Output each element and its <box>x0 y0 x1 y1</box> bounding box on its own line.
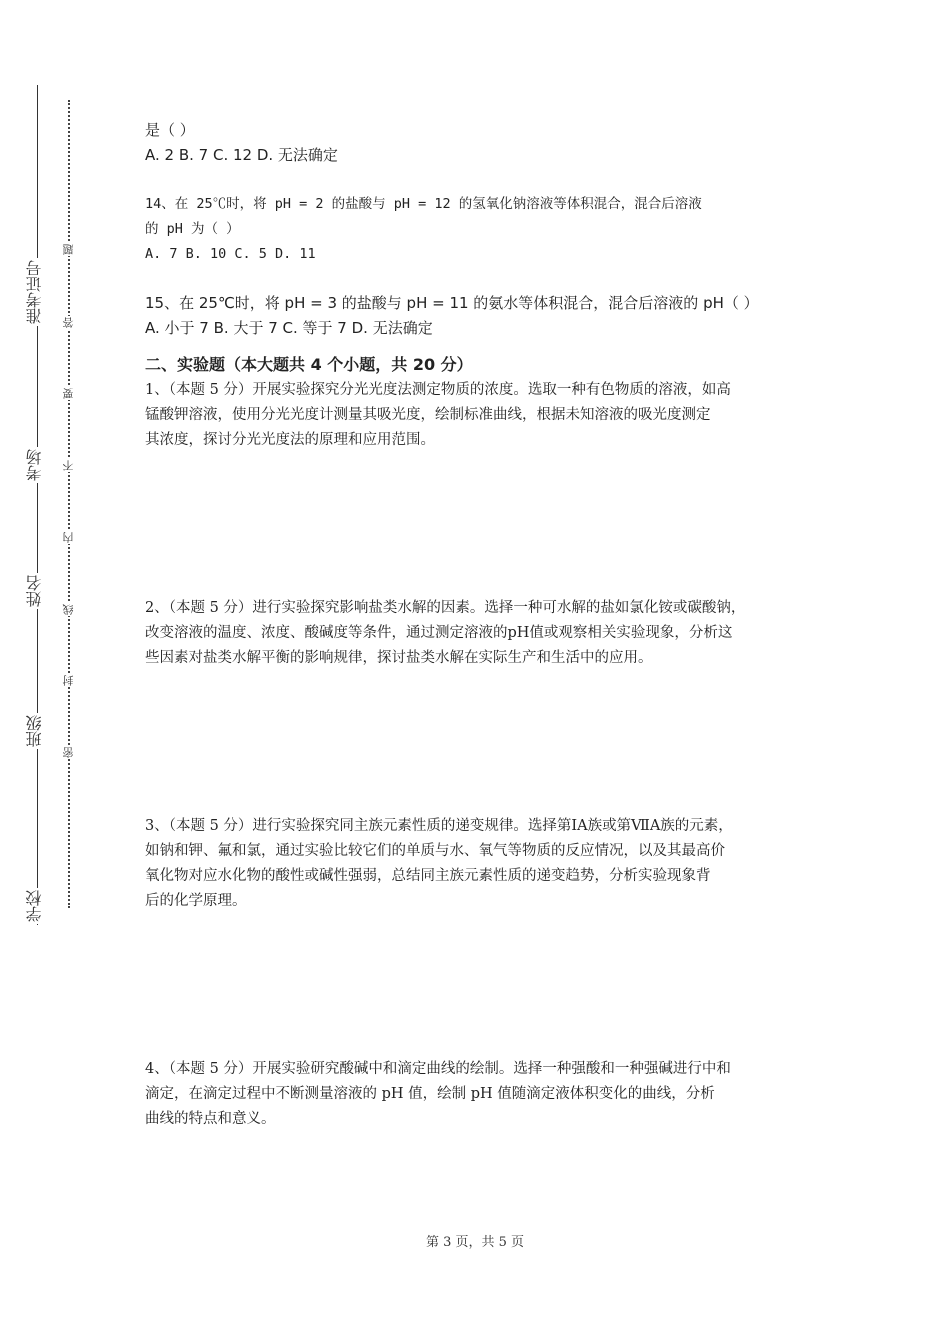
page-content <box>145 118 825 1132</box>
field-class: 班级 <box>25 715 44 747</box>
q14-text: 的 pH 为（ ） <box>145 221 240 237</box>
q13-options: A. 2 B. 7 C. 12 D. 无法确定 <box>145 146 338 164</box>
field-exam-id: 准考证号 <box>25 260 44 324</box>
q14-text: 14、在 25℃时，将 pH = 2 的盐酸与 pH = 12 的氢氧化钠溶液等体积混合，混合后溶液 <box>145 196 702 212</box>
q15-options: A. 小于 7 B. 大于 7 C. 等于 7 D. 无法确定 <box>145 319 433 337</box>
experiment-line: 2、（本题 5 分）进行实验探究影响盐类水解的因素。选择一种可水解的盐如氯化铵或碳酸钠， <box>145 600 746 616</box>
experiment-line: 改变溶液的温度、浓度、酸碱度等条件，通过测定溶液的pH值或观察相关实验现象，分析这 <box>145 625 733 641</box>
binding-margin <box>0 0 110 1344</box>
warning-char: 答 <box>62 317 75 328</box>
q13-tail: 是（ ） <box>145 121 195 139</box>
experiment-line: 1、（本题 5 分）开展实验探究分光光度法测定物质的浓度。选取一种有色物质的溶液，如高 <box>145 382 731 398</box>
field-exam-room: 考场 <box>25 449 44 481</box>
experiment-line: 如钠和钾、氟和氯，通过实验比较它们的单质与水、氧气等物质的反应情况，以及其最高价 <box>145 843 725 859</box>
experiment-line: 氧化物对应水化物的酸性或碱性强弱，总结同主族元素性质的递变趋势，分析实验现象背 <box>145 868 711 884</box>
warning-char: 不 <box>62 460 75 471</box>
warning-char: 题 <box>62 244 75 255</box>
answer-space <box>145 671 825 814</box>
warning-char: 要 <box>62 388 75 399</box>
field-school: 学校 <box>25 890 44 922</box>
experiment-2 <box>145 596 825 671</box>
section-title: 二、实验题（本大题共 4 个小题，共 20 分） <box>145 355 473 374</box>
warning-char: 线 <box>62 604 75 615</box>
warning-char: 封 <box>62 675 75 686</box>
answer-space <box>145 914 825 1057</box>
experiment-line: 锰酸钾溶液，使用分光光度计测量其吸光度，绘制标准曲线，根据未知溶液的吸光度测定 <box>145 407 711 423</box>
q15-text: 15、在 25℃时，将 pH = 3 的盐酸与 pH = 11 的氨水等体积混合，混合后溶液的 pH（ ） <box>145 294 759 312</box>
warning-char: 内 <box>62 532 75 543</box>
experiment-line: 4、（本题 5 分）开展实验研究酸碱中和滴定曲线的绘制。选择一种强酸和一种强碱进行中和 <box>145 1061 731 1077</box>
experiment-line: 曲线的特点和意义。 <box>145 1111 276 1127</box>
experiment-line: 3、（本题 5 分）进行实验探究同主族元素性质的递变规律。选择第ⅠA族或第ⅦA族的元素， <box>145 818 733 834</box>
binding-dotted-line <box>68 100 70 908</box>
answer-space <box>145 453 825 596</box>
experiment-line: 些因素对盐类水解平衡的影响规律，探讨盐类水解在实际生产和生活中的应用。 <box>145 650 653 666</box>
experiment-line: 后的化学原理。 <box>145 893 247 909</box>
q14-options: A. 7 B. 10 C. 5 D. 11 <box>145 246 316 262</box>
experiment-3 <box>145 814 825 914</box>
binding-solid-line <box>37 85 38 925</box>
field-name: 姓名 <box>25 575 44 607</box>
page-footer: 第 3 页，共 5 页 <box>425 1235 525 1250</box>
experiment-line: 滴定，在滴定过程中不断测量溶液的 pH 值，绘制 pH 值随滴定液体积变化的曲线，分析 <box>145 1086 715 1102</box>
experiment-line: 其浓度，探讨分光光度法的原理和应用范围。 <box>145 432 435 448</box>
experiment-4 <box>145 1057 825 1132</box>
warning-char: 密 <box>62 747 75 758</box>
experiment-1 <box>145 378 825 453</box>
